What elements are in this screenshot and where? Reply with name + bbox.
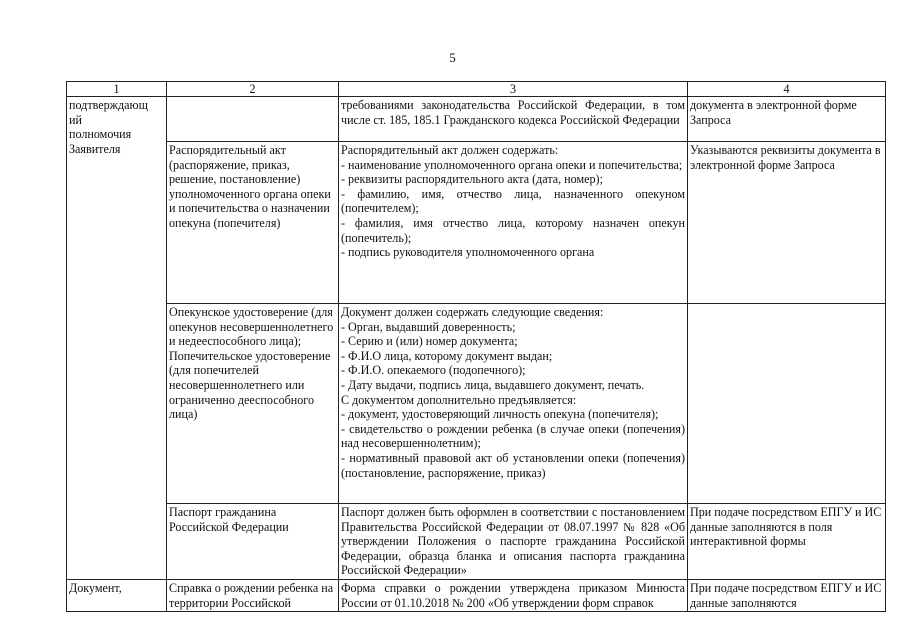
requirement-line: - Ф.И.О. опекаемого (подопечного);: [341, 363, 526, 378]
requirements-table: [66, 81, 886, 612]
table-header-row: [67, 82, 886, 97]
requirement-line: Документ должен содержать следующие сведения:: [341, 305, 604, 319]
requirement-line: - реквизиты распорядительного акта (дата, номер);: [341, 172, 603, 187]
row4-col3-cell: Паспорт должен быть оформлен в соответствии с постановлением Правительства Российской Федерации от 08.07.1997 № 828 «Об утверждении Положения о паспорте гражданина Российской Федерации, образца бланка и описания паспорта гражданина Российской Федерации»: [339, 504, 688, 580]
row4-col4-cell: При подаче посредством ЕПГУ и ИС данные заполняются в поля интерактивной формы: [688, 504, 886, 580]
row1-col4-cell: документа в электронной форме Запроса: [688, 97, 886, 142]
requirement-line: - фамилию, имя, отчество лица, назначенного опекуном (попечителем);: [341, 186, 685, 216]
table-row: [67, 504, 886, 580]
row5-col4-cell: При подаче посредством ЕПГУ и ИС данные заполняются: [688, 579, 886, 611]
requirement-line: - Серию и (или) номер документа;: [341, 334, 518, 349]
row1-col3-cell: требованиями законодательства Российской Федерации, в том числе ст. 185, 185.1 Гражданского кодекса Российской Федерации: [339, 97, 688, 142]
row1-col1-cell: [67, 97, 167, 580]
requirement-line: Распорядительный акт должен содержать:: [341, 143, 559, 157]
row3-col3-cell: [339, 304, 688, 504]
column-header-4: 4: [688, 82, 886, 97]
row5-col2-cell: Справка о рождении ребенка на территории Российской: [167, 579, 339, 611]
row2-col4-cell: Указываются реквизиты документа в электронной форме Запроса: [688, 142, 886, 304]
row2-col2-cell: Распорядительный акт (распоряжение, приказ, решение, постановление) уполномоченного органа опеки и попечительства о назначении опекуна (попечителя): [167, 142, 339, 304]
table-row: [67, 97, 886, 142]
table-row: [67, 142, 886, 304]
row4-col2-cell: Паспорт гражданина Российской Федерации: [167, 504, 339, 580]
column-header-3: 3: [339, 82, 688, 97]
row5-col1-cell: Документ,: [67, 579, 167, 611]
requirement-line: - Орган, выдавший доверенность;: [341, 319, 516, 334]
requirement-line: - фамилия, имя отчество лица, которому назначен опекун (попечитель);: [341, 215, 685, 245]
row2-col3-cell: [339, 142, 688, 304]
requirement-line: - нормативный правовой акт об установлении опеки (попечения) (постановление, распоряжение, приказ): [341, 450, 685, 480]
row5-col3-cell: Форма справки о рождении утверждена приказом Минюста России от 01.10.2018 № 200 «Об утверждении форм справок: [339, 579, 688, 611]
table-row: [67, 304, 886, 504]
column-header-2: 2: [167, 82, 339, 97]
document-type-text: подтверждающ ий полномочия Заявителя: [69, 98, 148, 156]
requirement-line: - свидетельство о рождении ребенка (в случае опеки (попечения) над несовершеннолетним);: [341, 421, 685, 451]
requirement-line: - документ, удостоверяющий личность опекуна (попечителя);: [341, 407, 659, 422]
requirement-line: - подпись руководителя уполномоченного органа: [341, 245, 595, 260]
requirement-line: С документом дополнительно предъявляется:: [341, 392, 577, 407]
table-row: [67, 579, 886, 611]
row3-col4-cell: [688, 304, 886, 504]
row3-col2-cell: Опекунское удостоверение (для опекунов несовершеннолетнего и недееспособного лица); Попечительское удостоверение (для попечителей несовершеннолетнего или ограниченно дееспособного лица): [167, 304, 339, 504]
requirement-line: - наименование уполномоченного органа опеки и попечительства;: [341, 157, 683, 172]
requirement-line: - Ф.И.О лица, которому документ выдан;: [341, 348, 553, 363]
row1-col2-cell: [167, 97, 339, 142]
page-number: 5: [449, 50, 456, 65]
column-header-1: 1: [67, 82, 167, 97]
requirement-line: - Дату выдачи, подпись лица, выдавшего документ, печать.: [341, 377, 645, 392]
